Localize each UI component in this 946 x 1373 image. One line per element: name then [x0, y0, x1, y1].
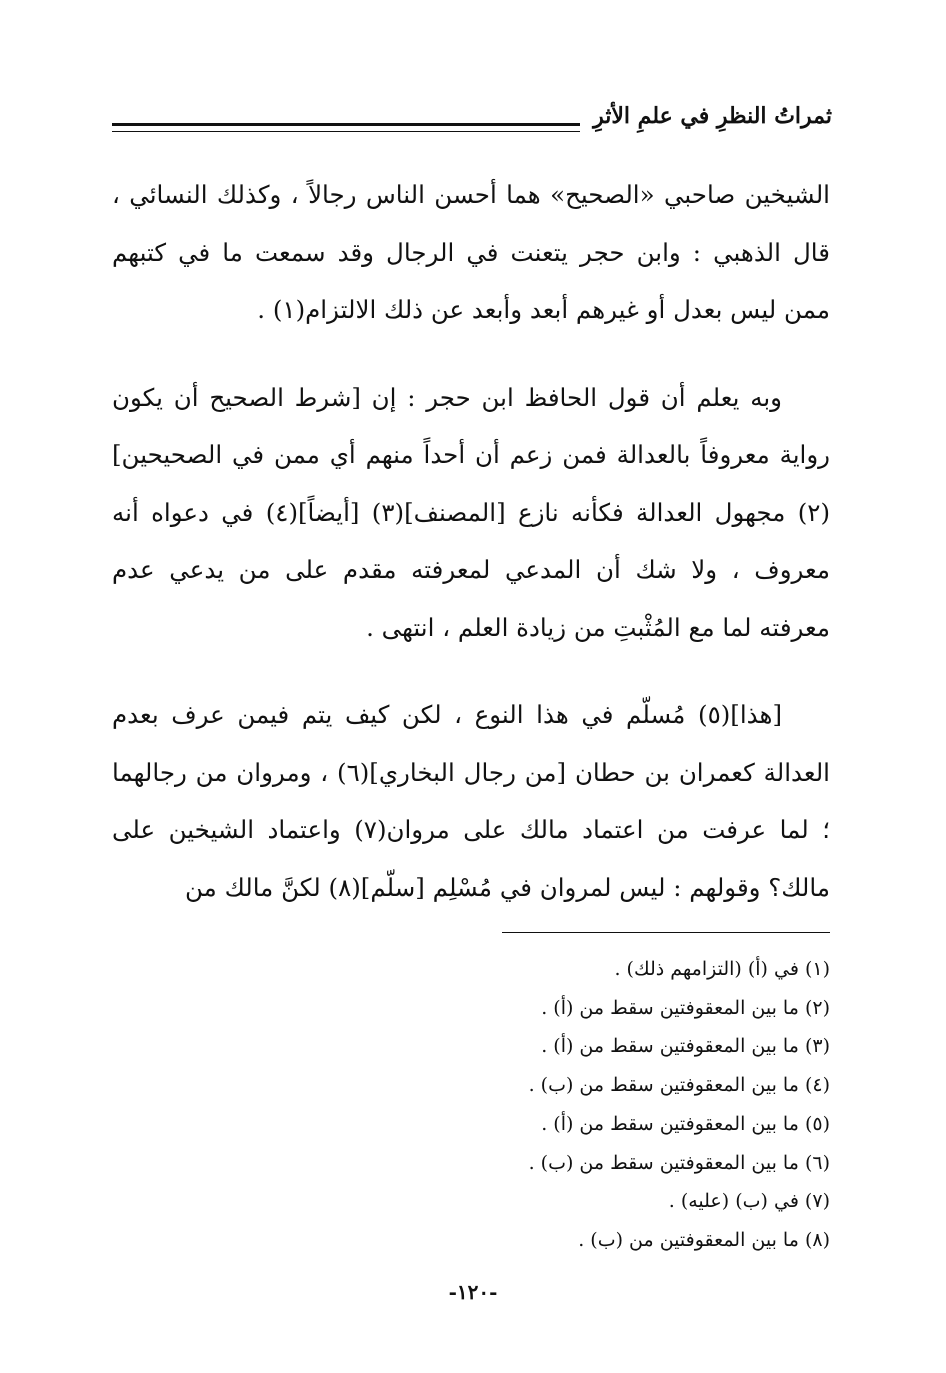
header-rule-thin	[112, 131, 580, 132]
header-rule-thick	[112, 123, 580, 126]
footnote-7: (٧) في (ب) (عليه) .	[668, 1190, 830, 1213]
paragraph-1: الشيخين صاحبي «الصحيح» هما أحسن الناس رجالاً ، وكذلك النسائي ، قال الذهبي : وابن حجر يتعنت في الرجال وقد سمعت ما في كتبهم ممن ليس بعدل أو غيرهم أبعد وأبعد عن ذلك الالتزام(١) .	[112, 180, 830, 324]
footnote-5: (٥) ما بين المعقوفتين سقط من (أ) .	[541, 1112, 830, 1135]
footnote-4: (٤) ما بين المعقوفتين سقط من (ب) .	[528, 1074, 830, 1097]
footnotes-list	[200, 950, 830, 1260]
page-header	[112, 103, 832, 143]
paragraph-2: وبه يعلم أن قول الحافظ ابن حجر : إن [شرط الصحيح أن يكون رواية معروفاً بالعدالة فمن زعم أن أحداً منهم أي ممن في الصحيحين](٢) مجهول العدالة فكأنه نازع [المصنف](٣) [أيضاً](٤) في دعواه أنه معروف ، ولا شك أن المدعي لمعرفته مقدم على من يدعي عدم معرفته لما مع المُثْبتِ من زيادة العلم ، انتهى .	[112, 382, 830, 642]
paragraph-3: [هذا](٥) مُسلّم في هذا النوع ، لكن كيف يتم فيمن عرف بعدم العدالة كعمران بن حطان [من رجال البخاري](٦) ، ومروان من رجالهما ؛ لما عرفت من اعتماد مالك على مروان(٧) واعتماد الشيخين على مالك؟ وقولهم : ليس لمروان في مُسْلِم [سلّم](٨) لكنَّ مالك من	[112, 700, 830, 902]
footnote-2: (٢) ما بين المعقوفتين سقط من (أ) .	[541, 996, 830, 1019]
main-text	[112, 166, 830, 916]
running-title: ثمراتُ النظرِ في علمِ الأثرِ	[593, 103, 832, 129]
page-number: -١٢٠-	[448, 1280, 498, 1304]
footnote-3: (٣) ما بين المعقوفتين سقط من (أ) .	[541, 1035, 830, 1058]
footnote-separator	[502, 932, 830, 933]
footnote-1: (١) في (أ) (التزامهم ذلك) .	[614, 958, 830, 980]
footnote-6: (٦) ما بين المعقوفتين سقط من (ب) .	[528, 1151, 830, 1174]
footnote-8: (٨) ما بين المعقوفتين من (ب) .	[578, 1228, 830, 1251]
